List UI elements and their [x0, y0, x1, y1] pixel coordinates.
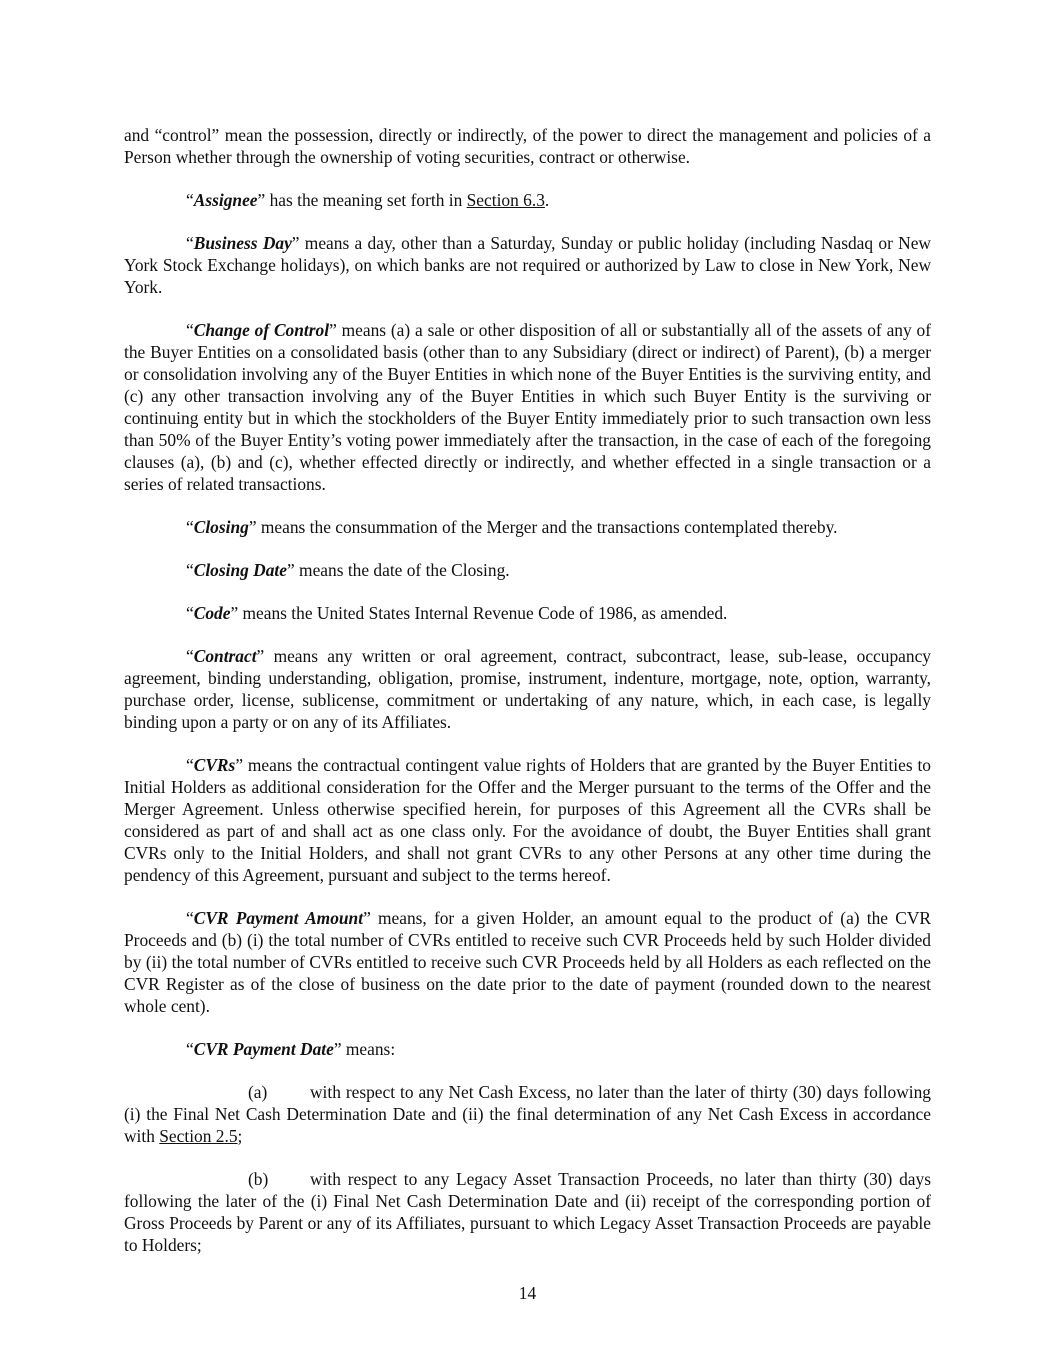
- definition-cvr-payment-date: “CVR Payment Date” means:: [186, 1039, 396, 1059]
- definition-business-day: “Business Day” means a day, other than a Saturday, Sunday or public holiday (including Nasdaq or New York Stock Exchange holidays), on which banks are not required or authorized by Law to close in New York, New York.: [124, 233, 931, 297]
- definition-text: ” has the meaning set forth in: [257, 190, 467, 210]
- page-number: 14: [518, 1283, 537, 1303]
- defined-term: Closing Date: [193, 560, 287, 580]
- subclause-text: with respect to any Net Cash Excess, no later than the later of thirty (30) days following (i) the Final Net Cash Determination Date and (ii) the final determination of any Net Cash Excess in accordance with: [124, 1082, 931, 1146]
- definition-closing: “Closing” means the consummation of the Merger and the transactions contemplated thereby.: [186, 517, 838, 537]
- definition-text: ” means the United States Internal Revenue Code of 1986, as amended.: [230, 603, 728, 623]
- definition-text: ” means the consummation of the Merger and the transactions contemplated thereby.: [248, 517, 838, 537]
- definition-text: ” means the contractual contingent value rights of Holders that are granted by the Buyer Entities to Initial Holders as additional consideration for the Offer and the Merger pursuant to the terms of the Offer and the Merger Agreement. Unless otherwise specified herein, for purposes of this Agreement all the CVRs shall be considered as part of and shall act as one class only. For the avoidance of doubt, the Buyer Entities shall grant CVRs only to the Initial Holders, and shall not grant CVRs to any other Persons at any other time during the pendency of this Agreement, pursuant and subject to the terms hereof.: [124, 755, 931, 885]
- subclause-a: [124, 1081, 931, 1147]
- defined-term: Code: [193, 603, 231, 623]
- section-reference-link[interactable]: Section 2.5: [159, 1126, 238, 1146]
- defined-term: Assignee: [193, 190, 258, 210]
- definition-text: .: [544, 190, 550, 210]
- definition-cvr-payment-amount: “CVR Payment Amount” means, for a given Holder, an amount equal to the product of (a) the CVR Proceeds and (b) (i) the total number of CVRs entitled to receive such CVR Proceeds held by such Holder divided by (ii) the total number of CVRs entitled to receive such CVR Proceeds held by all Holders as each reflected on the CVR Register as of the close of business on the date prior to the date of payment (rounded down to the nearest whole cent).: [124, 908, 931, 1016]
- defined-term: Change of Control: [193, 320, 330, 340]
- definition-code: “Code” means the United States Internal Revenue Code of 1986, as amended.: [186, 603, 728, 623]
- definition-text: ” means any written or oral agreement, contract, subcontract, lease, sub-lease, occupancy agreement, binding understanding, obligation, promise, instrument, indenture, mortgage, note, option, warranty, purchase order, license, sublicense, commitment or undertaking of any nature, which, in each case, is legally binding upon a party or on any of its Affiliates.: [124, 646, 931, 732]
- definition-text: ” means a day, other than a Saturday, Sunday or public holiday (including Nasdaq or New York Stock Exchange holidays), on which banks are not required or authorized by Law to close in New York, New York.: [124, 233, 931, 297]
- subclause-label: (b): [248, 1169, 269, 1189]
- definition-text: ” means the date of the Closing.: [286, 560, 510, 580]
- defined-term: Business Day: [193, 233, 292, 253]
- definition-cvrs: “CVRs” means the contractual contingent value rights of Holders that are granted by the Buyer Entities to Initial Holders as additional consideration for the Offer and the Merger pursuant to the terms of the Offer and the Merger Agreement. Unless otherwise specified herein, for purposes of this Agreement all the CVRs shall be considered as part of and shall act as one class only. For the avoidance of doubt, the Buyer Entities shall grant CVRs only to the Initial Holders, and shall not grant CVRs to any other Persons at any other time during the pendency of this Agreement, pursuant and subject to the terms hereof.: [124, 755, 931, 885]
- defined-term: CVRs: [193, 755, 236, 775]
- defined-term: CVR Payment Amount: [193, 908, 364, 928]
- definition-text: ” means:: [333, 1039, 396, 1059]
- subclause-text: ;: [237, 1126, 243, 1146]
- definition-text: ” means, for a given Holder, an amount equal to the product of (a) the CVR Proceeds and (b) (i) the total number of CVRs entitled to receive such CVR Proceeds held by such Holder divided by (ii) the total number of CVRs entitled to receive such CVR Proceeds held by all Holders as each reflected on the CVR Register as of the close of business on the date prior to the date of payment (rounded down to the nearest whole cent).: [124, 908, 931, 1016]
- section-reference-link[interactable]: Section 6.3: [466, 190, 545, 210]
- defined-term: CVR Payment Date: [193, 1039, 334, 1059]
- subclause-b: [124, 1168, 931, 1256]
- definition-closing-date: “Closing Date” means the date of the Closing.: [186, 560, 510, 580]
- defined-term: Closing: [193, 517, 249, 537]
- definition-contract: “Contract” means any written or oral agreement, contract, subcontract, lease, sub-lease, occupancy agreement, binding understanding, obligation, promise, instrument, indenture, mortgage, note, option, warranty, purchase order, license, sublicense, commitment or undertaking of any nature, which, in each case, is legally binding upon a party or on any of its Affiliates.: [124, 646, 931, 732]
- definition-text: ” means (a) a sale or other disposition of all or substantially all of the assets of any of the Buyer Entities on a consolidated basis (other than to any Subsidiary (direct or indirect) of Parent), (b) a merger or consolidation involving any of the Buyer Entities in which none of the Buyer Entities is the surviving entity, and (c) any other transaction involving any of the Buyer Entities in which such Buyer Entity is the surviving or continuing entity but in which the stockholders of the Buyer Entity immediately prior to such transaction own less than 50% of the Buyer Entity’s voting power immediately after the transaction, in the case of each of the foregoing clauses (a), (b) and (c), whether effected directly or indirectly, and whether effected in a single transaction or a series of related transactions.: [124, 320, 932, 494]
- subclause-label: (a): [248, 1082, 268, 1102]
- subclause-text: with respect to any Legacy Asset Transaction Proceeds, no later than thirty (30) days following the later of the (i) Final Net Cash Determination Date and (ii) receipt of the corresponding portion of Gross Proceeds by Parent or any of its Affiliates, pursuant to which Legacy Asset Transaction Proceeds are payable to Holders;: [124, 1169, 931, 1255]
- document-page: [124, 124, 931, 1277]
- definition-assignee: “Assignee” has the meaning set forth in Section 6.3.: [186, 190, 550, 210]
- defined-term: Contract: [193, 646, 257, 666]
- definition-change-of-control: “Change of Control” means (a) a sale or other disposition of all or substantially all of the assets of any of the Buyer Entities on a consolidated basis (other than to any Subsidiary (direct or indirect) of Parent), (b) a merger or consolidation involving any of the Buyer Entities in which none of the Buyer Entities is the surviving entity, and (c) any other transaction involving any of the Buyer Entities in which such Buyer Entity is the surviving or continuing entity but in which the stockholders of the Buyer Entity immediately prior to such transaction own less than 50% of the Buyer Entity’s voting power immediately after the transaction, in the case of each of the foregoing clauses (a), (b) and (c), whether effected directly or indirectly, and whether effected in a single transaction or a series of related transactions.: [124, 320, 932, 494]
- control-definition-continuation: and “control” mean the possession, directly or indirectly, of the power to direct the management and policies of a Person whether through the ownership of voting securities, contract or otherwise.: [124, 125, 931, 167]
